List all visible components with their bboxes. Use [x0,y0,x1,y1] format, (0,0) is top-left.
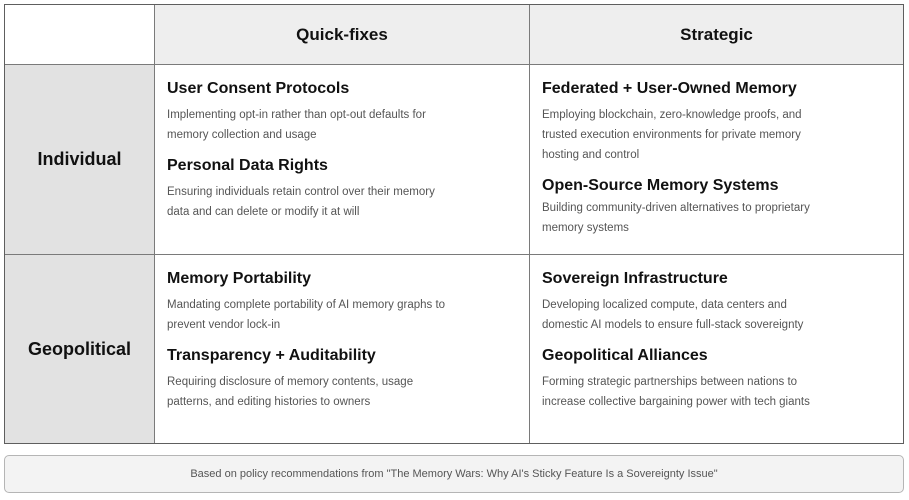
policy-description: Implementing opt-in rather than opt-out defaults for memory collection and usage [167,109,426,141]
policy-title: User Consent Protocols [167,80,350,97]
policy-description: Requiring disclosure of memory contents, usage patterns, and editing histories to owners [167,376,414,408]
cell-individual-strategic [530,65,903,255]
policy-description: Developing localized compute, data centers and domestic AI models to ensure full-stack sovereignty [542,299,804,331]
policy-title: Open-Source Memory Systems [542,177,779,194]
cell-geopolitical-quick-fixes [155,255,530,443]
policy-description: Forming strategic partnerships between nations to increase collective bargaining power with tech giants [542,376,810,408]
cell-individual-quick-fixes [155,65,530,255]
policy-description: Building community-driven alternatives to proprietary memory systems [542,202,810,234]
row-header-individual: Individual [5,65,155,255]
column-header-strategic: Strategic [530,5,903,65]
policy-title: Transparency + Auditability [167,347,376,364]
policy-item [167,346,517,412]
policy-matrix [4,4,904,444]
policy-description: Ensuring individuals retain control over their memory data and can delete or modify it at will [167,186,435,218]
source-footer [4,455,904,493]
policy-item [167,156,517,222]
matrix-corner-cell [5,5,155,65]
policy-title: Memory Portability [167,270,312,287]
policy-description: Mandating complete portability of AI memory graphs to prevent vendor lock-in [167,299,446,331]
row-header-geopolitical: Geopolitical [5,255,155,443]
policy-item [542,79,891,165]
policy-item [542,269,891,335]
policy-item [167,269,517,335]
policy-description: Employing blockchain, zero-knowledge proofs, and trusted execution environments for private memory hosting and control [542,109,802,161]
policy-title: Sovereign Infrastructure [542,270,728,287]
policy-title: Geopolitical Alliances [542,347,708,364]
source-note: Based on policy recommendations from "The Memory Wars: Why AI's Sticky Feature Is a Sovereignty Issue" [190,468,718,480]
policy-title: Federated + User-Owned Memory [542,80,797,97]
cell-geopolitical-strategic [530,255,903,443]
policy-item [542,176,891,238]
policy-item [542,346,891,412]
policy-item [167,79,517,145]
column-header-quick-fixes: Quick-fixes [155,5,530,65]
policy-title: Personal Data Rights [167,157,328,174]
